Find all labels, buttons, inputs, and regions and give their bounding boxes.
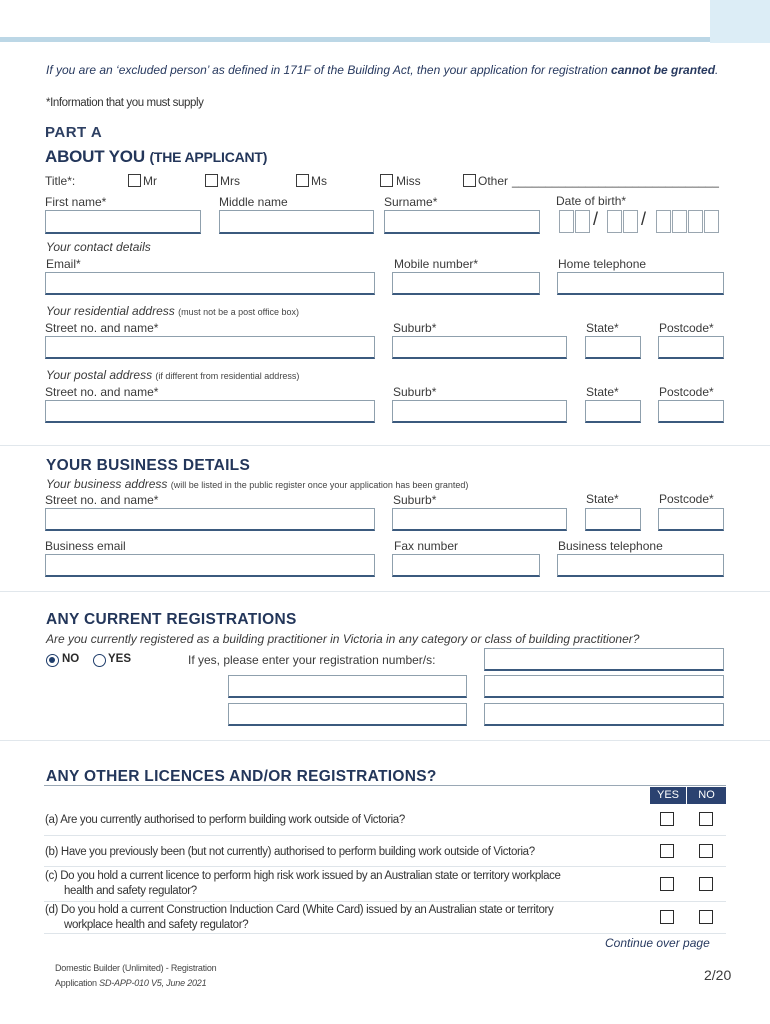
registered-yes-label: YES [108,653,132,665]
business-address-note: (will be listed in the public register once your application has been granted) [170,480,469,490]
registration-number-input-5[interactable] [484,703,724,726]
about-title-sub: (THE APPLICANT) [149,149,268,165]
intro-suffix: . [715,63,719,77]
question-divider [44,835,726,836]
section-divider [0,445,770,446]
intro-prefix: If you are an ‘excluded person’ as defined in 171F of the Building Act, then your application for registration [46,63,612,77]
section-title-about-you [45,147,267,167]
fax-input[interactable] [392,554,540,577]
title-mr-label: Mr [143,174,157,188]
biz-state-label: State* [586,492,619,506]
res-postcode-label: Postcode* [659,321,714,335]
dob-separator-2: / [641,209,647,229]
title-miss-label: Miss [396,174,421,188]
licence-question-a [45,813,405,828]
registrations-title: ANY CURRENT REGISTRATIONS [46,611,297,628]
registration-number-input-1[interactable] [484,648,724,671]
header-bar [0,37,710,42]
post-suburb-label: Suburb* [393,385,437,399]
question-text: Do you hold a current licence to perform high risk work issued by an Australian state or territory workplace [60,870,561,882]
first-name-label: First name* [45,195,107,209]
form-name: Domestic Builder (Unlimited) - Registration [55,963,217,973]
mobile-input[interactable] [392,272,540,295]
registrations-question: Are you currently registered as a building practitioner in Victoria in any category or class of building practitioner? [46,632,640,646]
business-address-heading [46,477,468,491]
question-c-yes-checkbox[interactable] [660,877,674,891]
email-input[interactable] [45,272,375,295]
biz-postcode-label: Postcode* [659,492,714,506]
biz-postcode-input[interactable] [658,508,724,531]
section-divider [0,740,770,741]
post-suburb-input[interactable] [392,400,567,423]
business-address-heading-text: Your business address [46,477,168,491]
biz-phone-label: Business telephone [558,539,663,553]
middle-name-label: Middle name [219,195,288,209]
residential-heading-text: Your residential address [46,304,175,318]
question-b-yes-checkbox[interactable] [660,844,674,858]
question-text: Have you previously been (but not currently) authorised to perform building work outside of Victoria? [60,846,535,858]
licences-title-rule [44,785,726,786]
postal-heading-text: Your postal address [46,368,153,382]
section-divider [0,591,770,592]
form-code [55,978,206,988]
question-text: Are you currently authorised to perform building work outside of Victoria? [60,814,405,826]
post-postcode-label: Postcode* [659,385,714,399]
dob-year-digit-3[interactable] [688,210,703,233]
yes-column-header: YES [650,787,686,804]
question-d-no-checkbox[interactable] [699,910,713,924]
question-a-no-checkbox[interactable] [699,812,713,826]
question-text: Do you hold a current Construction Induction Card (White Card) issued by an Australian state or territory [60,904,554,916]
home-phone-input[interactable] [557,272,724,295]
licence-question-c-cont: health and safety regulator? [64,885,197,897]
dob-separator-1: / [593,209,599,229]
question-divider [44,866,726,867]
question-prefix: (b) [45,846,59,858]
question-c-no-checkbox[interactable] [699,877,713,891]
res-suburb-input[interactable] [392,336,567,359]
email-label: Email* [46,257,81,271]
title-miss-checkbox[interactable] [380,174,393,187]
page-number: 2/20 [704,967,732,983]
res-street-label: Street no. and name* [45,321,159,335]
biz-phone-input[interactable] [557,554,724,577]
no-column-header: NO [687,787,726,804]
biz-email-input[interactable] [45,554,375,577]
post-state-input[interactable] [585,400,641,423]
biz-email-label: Business email [45,539,126,553]
question-divider [44,901,726,902]
question-prefix: (c) [45,870,58,882]
question-a-yes-checkbox[interactable] [660,812,674,826]
required-note: *Information that you must supply [46,97,204,109]
postal-heading [46,368,299,382]
licences-title: ANY OTHER LICENCES AND/OR REGISTRATIONS? [46,768,437,785]
res-street-input[interactable] [45,336,375,359]
res-suburb-label: Suburb* [393,321,437,335]
form-code-prefix: Application [55,978,100,988]
dob-year-digit-2[interactable] [672,210,687,233]
licence-question-c [45,869,561,884]
registration-number-label: If yes, please enter your registration number/s: [188,653,436,667]
question-d-yes-checkbox[interactable] [660,910,674,924]
registration-number-input-3[interactable] [484,675,724,698]
dob-month-digit-2[interactable] [623,210,638,233]
title-label: Title*: [45,174,76,188]
continue-over-page: Continue over page [605,936,710,950]
post-street-input[interactable] [45,400,375,423]
dob-month-digit-1[interactable] [607,210,622,233]
res-postcode-input[interactable] [658,336,724,359]
home-phone-label: Home telephone [558,257,647,271]
dob-label: Date of birth* [556,194,627,208]
post-street-label: Street no. and name* [45,385,159,399]
surname-input[interactable] [384,210,540,234]
title-mrs-checkbox[interactable] [205,174,218,187]
dob-day-digit-2[interactable] [575,210,590,233]
biz-street-input[interactable] [45,508,375,531]
registration-number-input-4[interactable] [228,703,467,726]
res-state-label: State* [586,321,619,335]
registered-no-label: NO [62,653,80,665]
middle-name-input[interactable] [219,210,374,234]
form-code-value: SD-APP-010 V5, June 2021 [99,978,207,988]
title-other-line[interactable]: _______________________________ [512,174,719,188]
postal-note: (if different from residential address) [155,371,300,381]
intro-text [46,62,736,78]
business-title: YOUR BUSINESS DETAILS [46,457,251,474]
surname-label: Surname* [384,195,438,209]
mobile-label: Mobile number* [394,257,479,271]
question-prefix: (a) [45,814,59,826]
biz-suburb-input[interactable] [392,508,567,531]
header-corner-block [710,0,770,43]
first-name-input[interactable] [45,210,201,234]
title-other-checkbox[interactable] [463,174,476,187]
biz-suburb-label: Suburb* [393,493,437,507]
post-postcode-input[interactable] [658,400,724,423]
licence-question-b [45,845,535,860]
question-b-no-checkbox[interactable] [699,844,713,858]
registered-yes-radio[interactable] [93,654,106,667]
fax-label: Fax number [394,539,459,553]
title-mrs-label: Mrs [220,174,240,188]
question-divider [44,933,726,934]
dob-year-digit-4[interactable] [704,210,719,233]
dob-year-digit-1[interactable] [656,210,671,233]
residential-note: (must not be a post office box) [178,307,299,317]
title-mr-checkbox[interactable] [128,174,141,187]
contact-heading: Your contact details [46,240,151,254]
licence-question-d-cont: workplace health and safety regulator? [64,919,249,931]
licence-question-d [45,903,553,918]
biz-street-label: Street no. and name* [45,493,159,507]
intro-bold: cannot be granted [611,63,716,77]
dob-day-digit-1[interactable] [559,210,574,233]
registered-no-radio[interactable] [46,654,59,667]
biz-state-input[interactable] [585,508,641,531]
title-other-label: Other [478,174,509,188]
residential-heading [46,304,299,318]
registration-number-input-2[interactable] [228,675,467,698]
about-title-main: ABOUT YOU [45,147,145,166]
title-ms-label: Ms [311,174,327,188]
question-prefix: (d) [45,904,59,916]
part-label: PART A [45,124,103,141]
title-ms-checkbox[interactable] [296,174,309,187]
post-state-label: State* [586,385,619,399]
res-state-input[interactable] [585,336,641,359]
